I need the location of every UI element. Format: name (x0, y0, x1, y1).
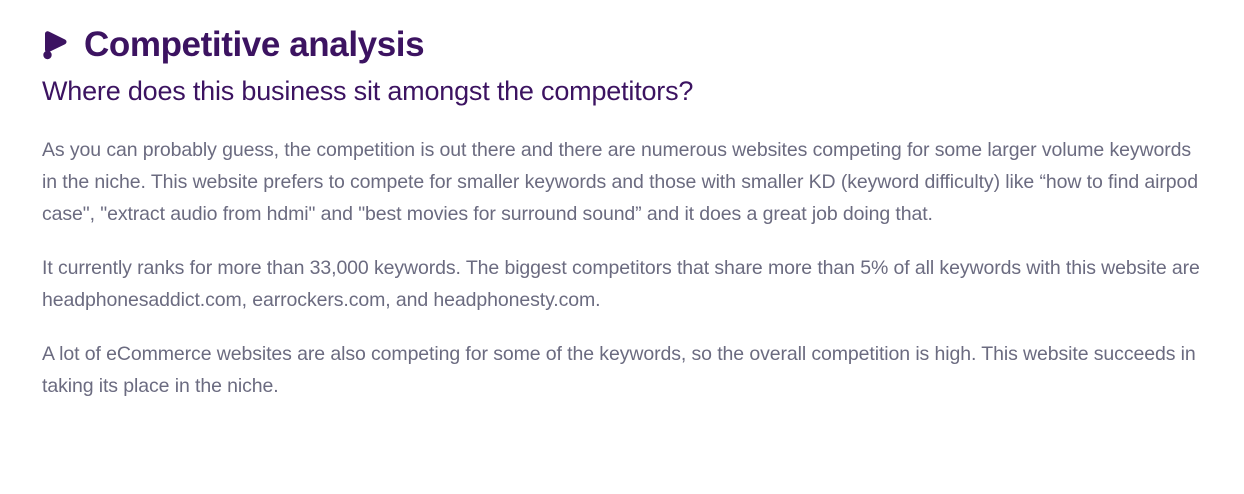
paragraph: It currently ranks for more than 33,000 keywords. The biggest competitors that share more than 5% of all keywords with this website are headphonesaddict.com, earrockers.com, and headphonesty.com. (42, 257, 1200, 311)
paragraph: A lot of eCommerce websites are also competing for some of the keywords, so the overall competition is high. This website succeeds in taking its place in the niche. (42, 343, 1196, 397)
paragraph: As you can probably guess, the competition is out there and there are numerous websites competing for some larger volume keywords in the niche. This website prefers to compete for smaller keywords and those with smaller KD (keyword difficulty) like “how to find airpod case", "extract audio from hdmi" and "best movies for surround sound” and it does a great job doing that. (42, 139, 1198, 225)
page-subtitle: Where does this business sit amongst the competitors? (42, 76, 694, 106)
megaphone-icon (40, 28, 70, 62)
body-copy (40, 134, 1204, 402)
section-header (40, 24, 1204, 66)
page-title: Competitive analysis (84, 25, 425, 64)
